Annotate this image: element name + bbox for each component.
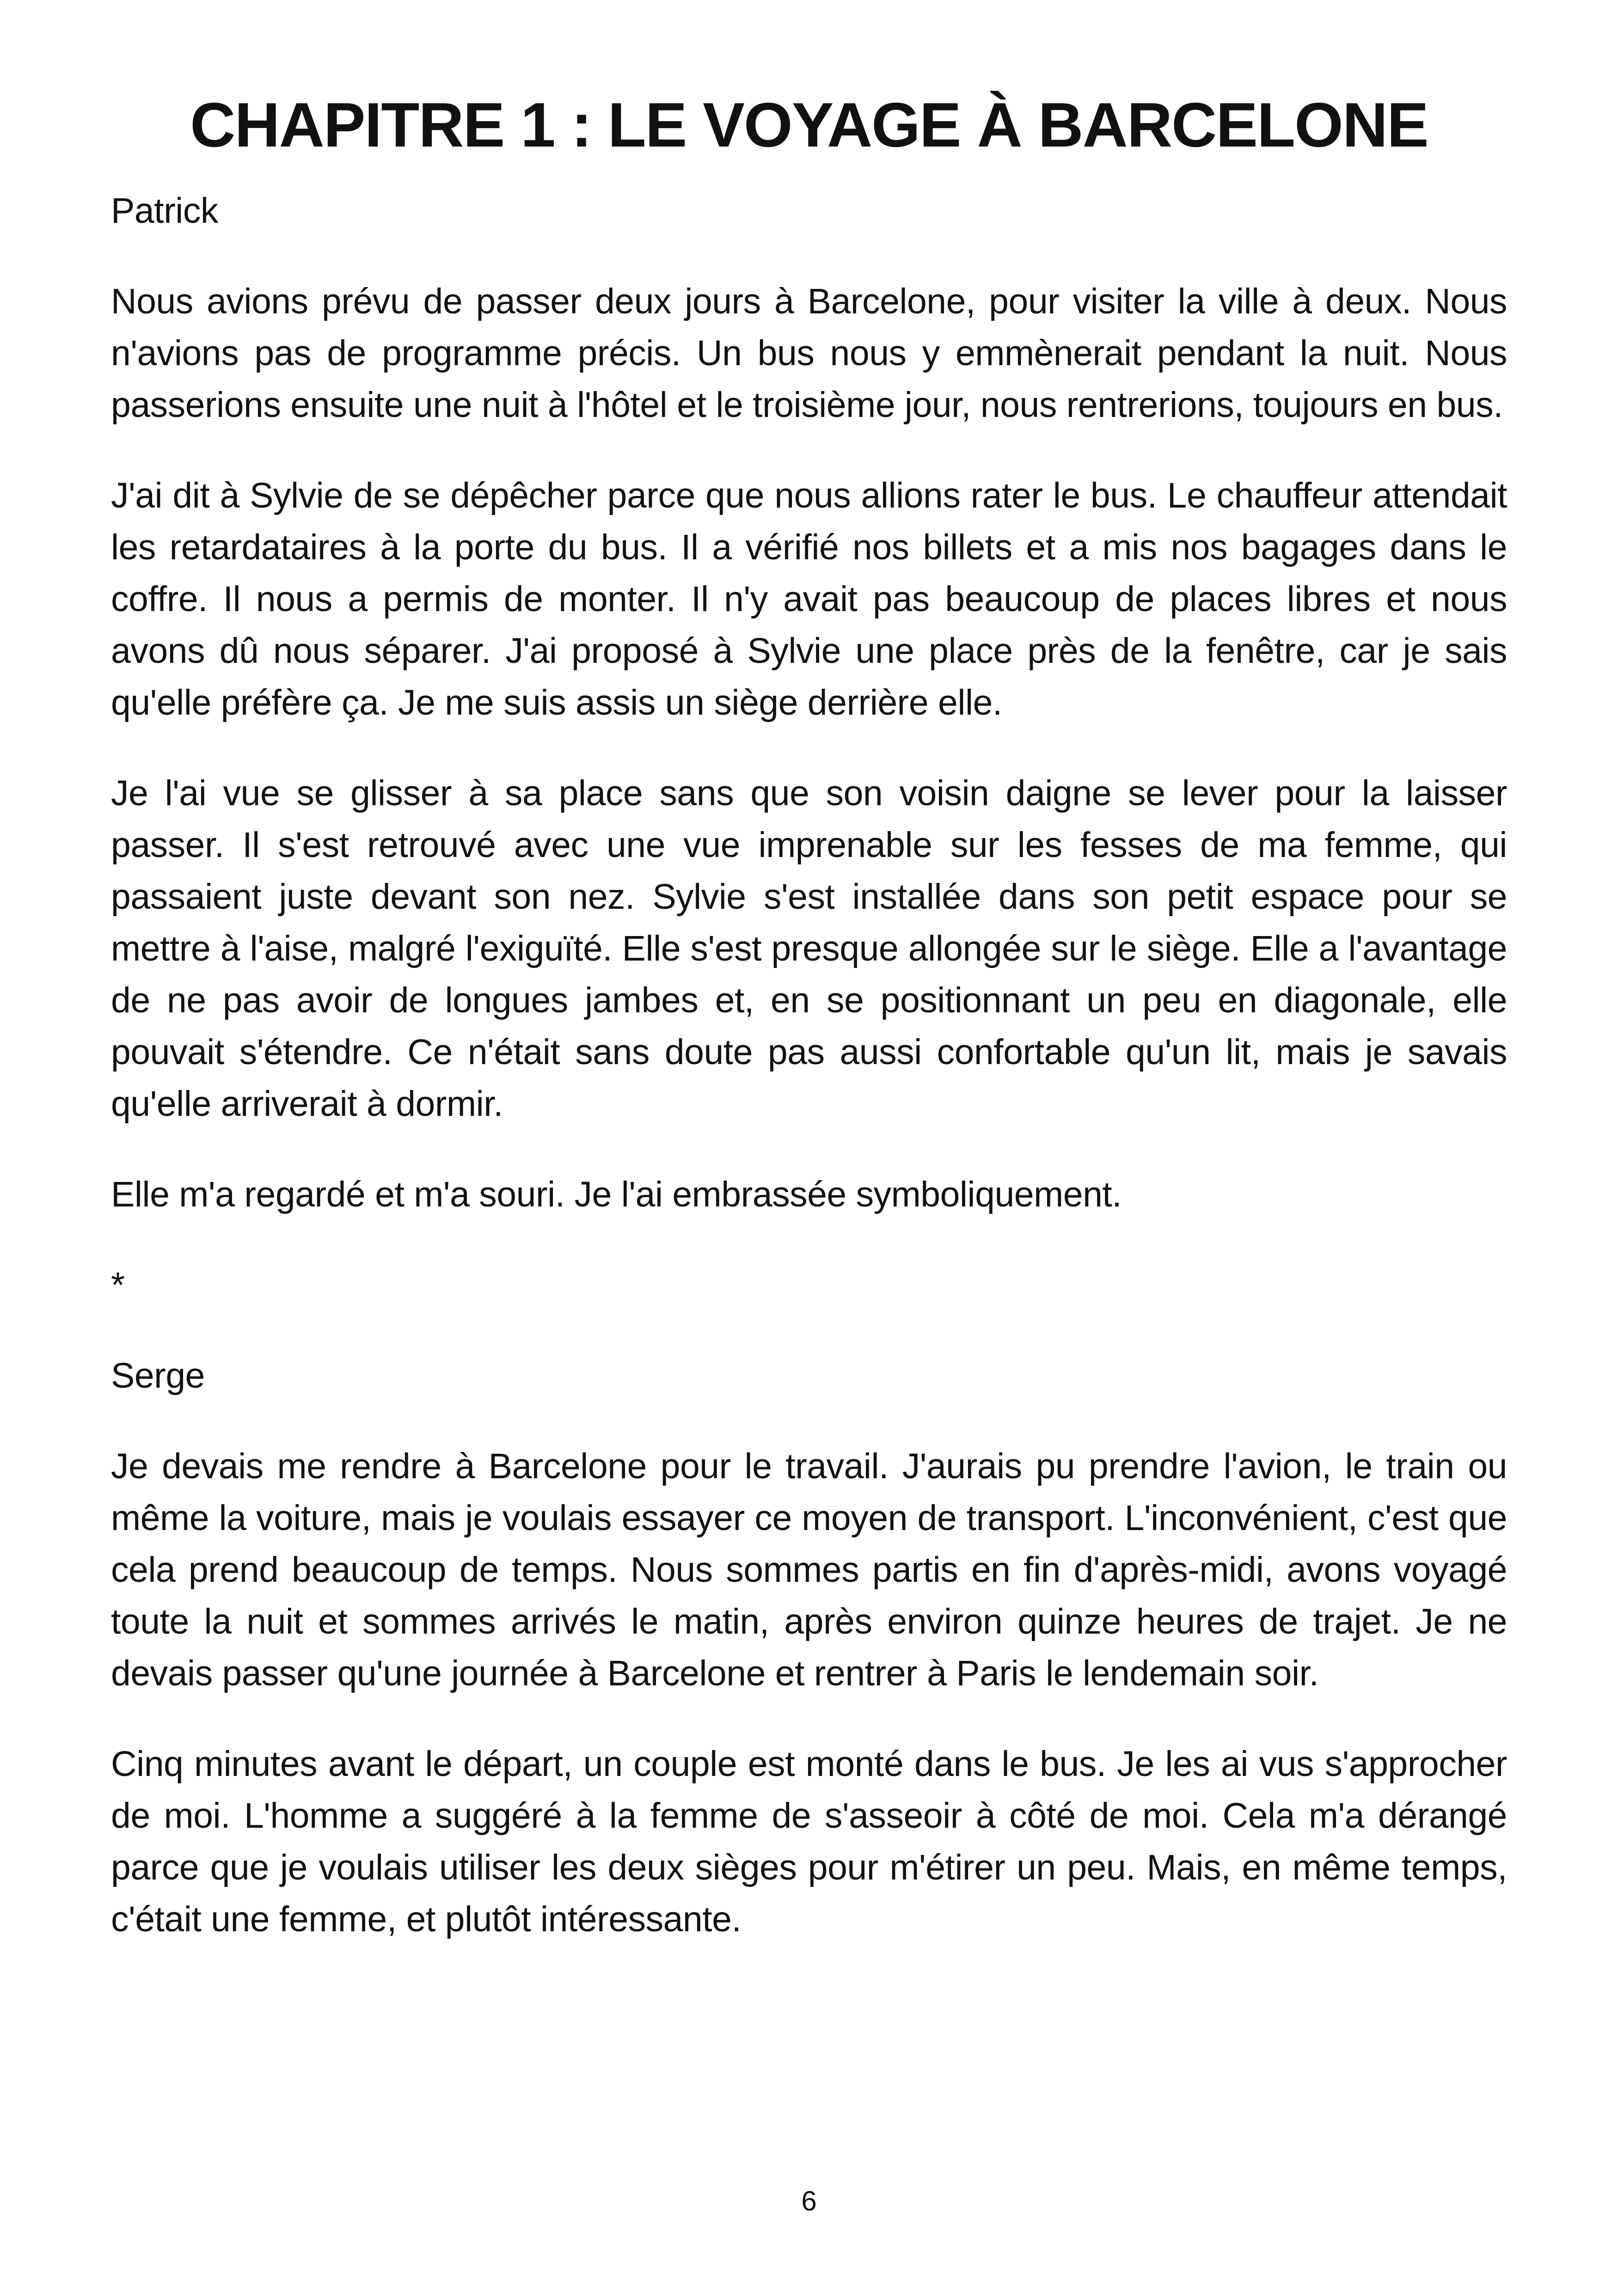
scene-separator: *: [111, 1265, 125, 1305]
paragraph: Nous avions prévu de passer deux jours à Barcelone, pour visiter la ville à deux. Nous n'avions pas de programme précis. Un bus nous y emmènerait pendant la nuit. Nous passerions ensuite une nuit à l'hôtel et le troisième jour, nous rentrerions, toujours en bus.: [111, 282, 1507, 425]
speaker-name: Serge: [111, 1356, 205, 1396]
chapter-title: CHAPITRE 1 : LE VOYAGE À BARCELONE: [190, 90, 1428, 160]
speaker-name: Patrick: [111, 191, 218, 231]
chapter-body: [111, 185, 1507, 1984]
paragraph: Cinq minutes avant le départ, un couple est monté dans le bus. Je les ai vus s'approcher de moi. L'homme a suggéré à la femme de s'asseoir à côté de moi. Cela m'a dérangé parce que je voulais utiliser les deux sièges pour m'étirer un peu. Mais, en même temps, c'était une femme, et plutôt intéressante.: [111, 1744, 1507, 1939]
paragraph: Je devais me rendre à Barcelone pour le travail. J'aurais pu prendre l'avion, le train ou même la voiture, mais je voulais essayer ce moyen de transport. L'inconvénient, c'est que cela prend beaucoup de temps. Nous sommes partis en fin d'après-midi, avons voyagé toute la nuit et sommes arrivés le matin, après environ quinze heures de trajet. Je ne devais passer qu'une journée à Barcelone et rentrer à Paris le lendemain soir.: [111, 1446, 1507, 1693]
page-number: 6: [801, 2186, 817, 2216]
paragraph: Elle m'a regardé et m'a souri. Je l'ai embrassée symboliquement.: [111, 1175, 1122, 1214]
paragraph: J'ai dit à Sylvie de se dépêcher parce que nous allions rater le bus. Le chauffeur attendait les retardataires à la porte du bus. Il a vérifié nos billets et a mis nos bagages dans le coffre. Il nous a permis de monter. Il n'y avait pas beaucoup de places libres et nous avons dû nous séparer. J'ai proposé à Sylvie une place près de la fenêtre, car je sais qu'elle préfère ça. Je me suis assis un siège derrière elle.: [111, 476, 1507, 722]
paragraph: Je l'ai vue se glisser à sa place sans que son voisin daigne se lever pour la laisser passer. Il s'est retrouvé avec une vue imprenable sur les fesses de ma femme, qui passaient juste devant son nez. Sylvie s'est installée dans son petit espace pour se mettre à l'aise, malgré l'exiguïté. Elle s'est presque allongée sur le siège. Elle a l'avantage de ne pas avoir de longues jambes et, en se positionnant un peu en diagonale, elle pouvait s'étendre. Ce n'était sans doute pas aussi confortable qu'un lit, mais je savais qu'elle arriverait à dormir.: [111, 773, 1507, 1124]
